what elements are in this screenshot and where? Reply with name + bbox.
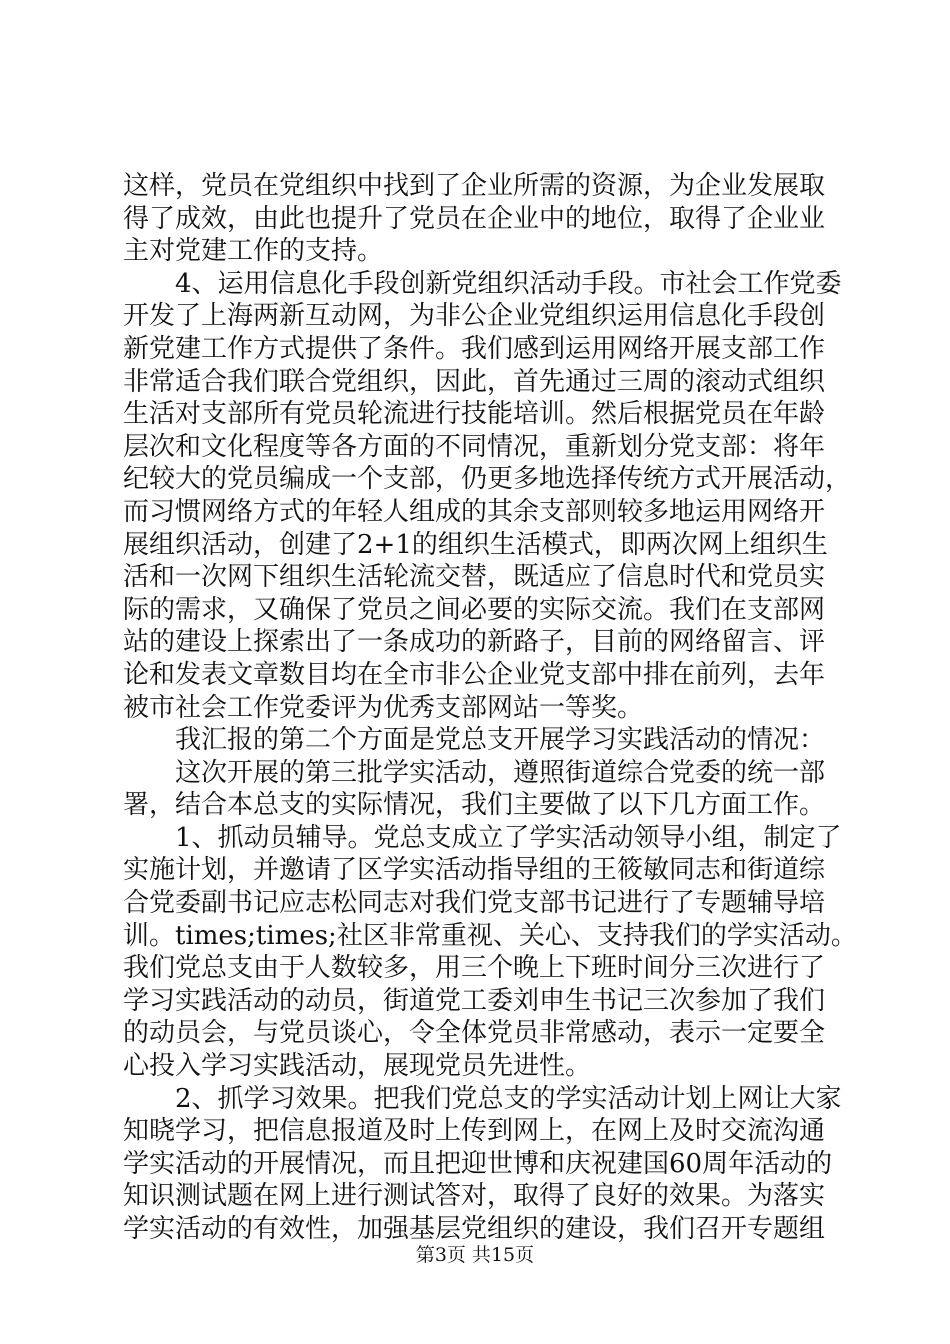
text-line: 知晓学习，把信息报道及时上传到网上，在网上及时交流沟通 [123, 1116, 826, 1147]
text-line: 合党委副书记应志松同志对我们党支部书记进行了专题辅导培 [123, 888, 826, 919]
text-line: 际的需求，又确保了党员之间必要的实际交流。我们在支部网 [123, 594, 826, 625]
text-line: 生活对支部所有党员轮流进行技能培训。然后根据党员在年龄 [123, 399, 826, 430]
document-body [123, 170, 857, 1246]
text-line: 实施计划，并邀请了区学实活动指导组的王筱敏同志和街道综 [123, 855, 826, 886]
text-line: 被市社会工作党委评为优秀支部网站一等奖。 [123, 692, 644, 723]
text-line: 学实活动的有效性，加强基层党组织的建设，我们召开专题组 [123, 1214, 826, 1244]
text-line: 4、运用信息化手段创新党组织活动手段。市社会工作党委 [123, 268, 842, 299]
text-line: 这样，党员在党组织中找到了企业所需的资源，为企业发展取 [123, 171, 826, 201]
page-number: 第3页 共15页 [415, 1244, 535, 1266]
text-line: 展组织活动，创建了2+1的组织生活模式，即两次网上组织生 [123, 529, 828, 560]
text-line: 得了成效，由此也提升了党员在企业中的地位，取得了企业业 [123, 203, 826, 234]
text-line: 知识测试题在网上进行测试答对，取得了良好的效果。为落实 [123, 1181, 826, 1212]
text-line: 站的建设上探索出了一条成功的新路子，目前的网络留言、评 [123, 627, 826, 658]
text-line: 心投入学习实践活动，展现党员先进性。 [123, 1051, 592, 1082]
text-line: 学实活动的开展情况，而且把迎世博和庆祝建国60周年活动的 [123, 1148, 833, 1179]
text-line: 2、抓学习效果。把我们党总支的学实活动计划上网让大家 [123, 1083, 842, 1114]
text-line: 这次开展的第三批学实活动，遵照街道综合党委的统一部 [123, 757, 826, 788]
text-line: 论和发表文章数目均在全市非公企业党支部中排在前列，去年 [123, 659, 826, 690]
text-line: 而习惯网络方式的年轻人组成的其余支部则较多地运用网络开 [123, 496, 826, 527]
text-line: 新党建工作方式提供了条件。我们感到运用网络开展支部工作 [123, 333, 826, 364]
text-line: 训。times;times;社区非常重视、关心、支持我们的学实活动。 [123, 920, 857, 951]
text-line: 层次和文化程度等各方面的不同情况，重新划分党支部：将年 [123, 431, 826, 462]
text-line: 非常适合我们联合党组织，因此，首先通过三周的滚动式组织 [123, 366, 826, 397]
text-line: 学习实践活动的动员，街道党工委刘申生书记三次参加了我们 [123, 985, 826, 1016]
text-line: 我汇报的第二个方面是党总支开展学习实践活动的情况： [123, 725, 826, 756]
text-line: 主对党建工作的支持。 [123, 236, 384, 267]
text-line: 我们党总支由于人数较多，用三个晚上下班时间分三次进行了 [123, 953, 826, 984]
text-line: 纪较大的党员编成一个支部，仍更多地选择传统方式开展活动， [123, 464, 852, 495]
text-line: 1、抓动员辅导。党总支成立了学实活动领导小组，制定了 [123, 822, 842, 853]
text-line: 署，结合本总支的实际情况，我们主要做了以下几方面工作。 [123, 790, 826, 821]
text-line: 开发了上海两新互动网，为非公企业党组织运用信息化手段创 [123, 301, 826, 332]
text-line: 活和一次网下组织生活轮流交替，既适应了信息时代和党员实 [123, 562, 826, 593]
text-line: 的动员会，与党员谈心，令全体党员非常感动，表示一定要全 [123, 1018, 826, 1049]
